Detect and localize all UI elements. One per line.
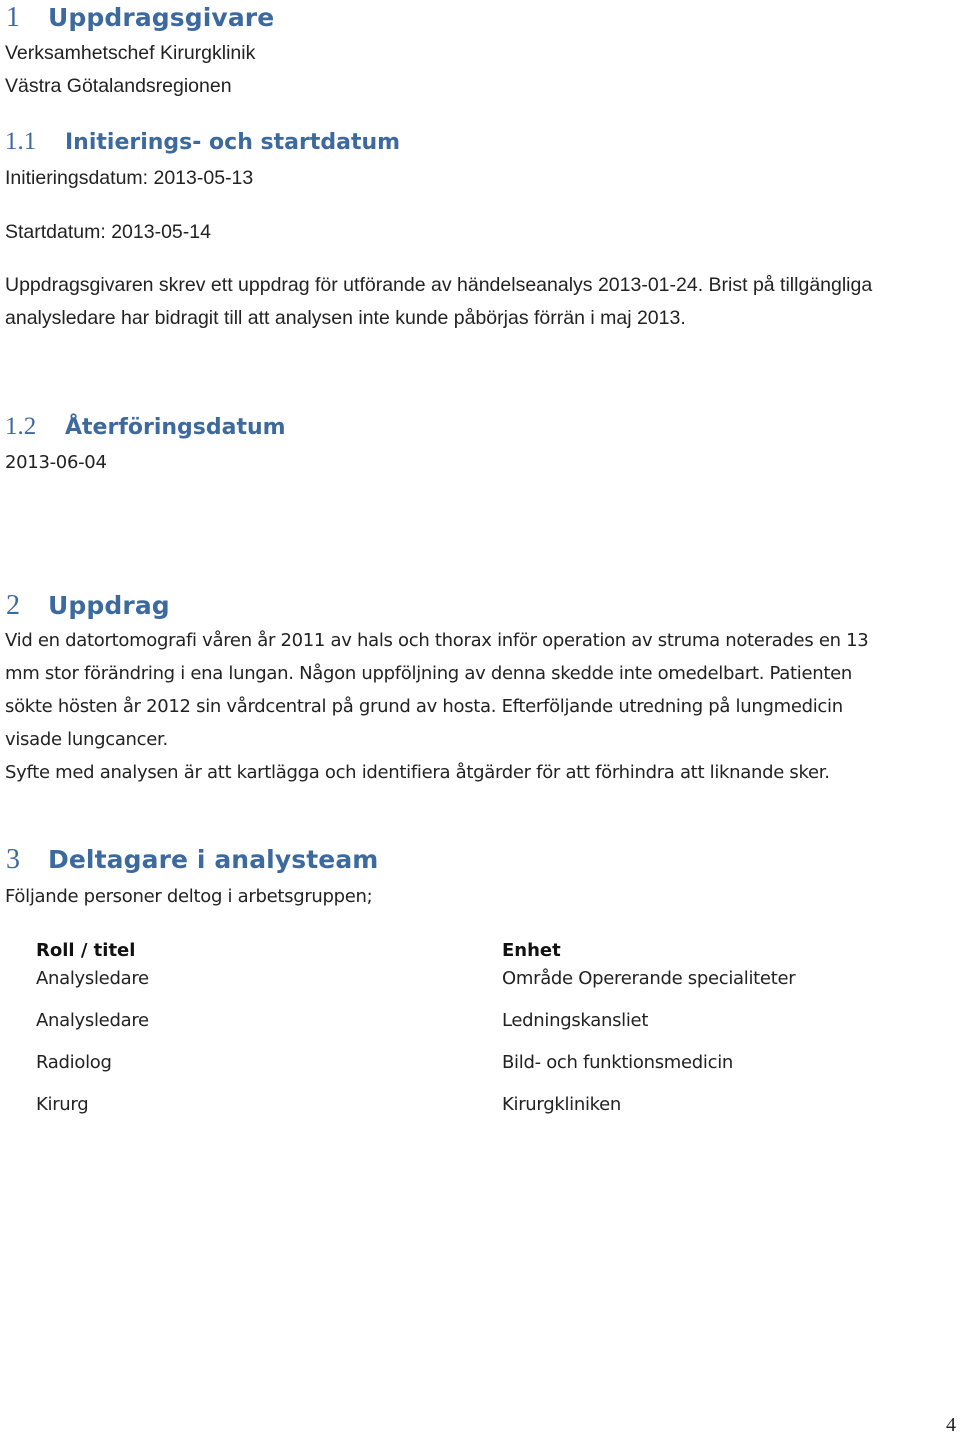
- section-title: Deltagare i analysteam: [48, 845, 379, 874]
- table-cell-role: Analysledare: [36, 1010, 149, 1031]
- feedback-date: 2013-06-04: [5, 452, 107, 473]
- paragraph-line: mm stor förändring i ena lungan. Någon uppföljning av denna skedde inte omedelbart. Patienten: [5, 663, 853, 684]
- table-cell-role: Radiolog: [36, 1052, 112, 1073]
- section-1-2-heading: [5, 413, 286, 441]
- section-3-heading: [6, 844, 378, 876]
- section-number: 1.1: [5, 128, 37, 155]
- client-line-1: Verksamhetschef Kirurgklinik: [5, 42, 256, 64]
- section-number: 1: [6, 2, 21, 33]
- team-intro: Följande personer deltog i arbetsgruppen;: [5, 886, 373, 907]
- table-cell-unit: Ledningskansliet: [502, 1010, 649, 1031]
- section-1-heading: [6, 2, 274, 34]
- section-number: 1.2: [5, 413, 37, 440]
- table-header-unit: Enhet: [502, 940, 561, 961]
- section-title: Uppdragsgivare: [48, 3, 275, 32]
- paragraph-line: Syfte med analysen är att kartlägga och identifiera åtgärder för att förhindra att liknande sker.: [5, 762, 830, 783]
- table-cell-role: Analysledare: [36, 968, 149, 989]
- start-date: Startdatum: 2013-05-14: [5, 221, 211, 243]
- section-title: Initierings- och startdatum: [65, 130, 401, 155]
- page-number: 4: [946, 1414, 956, 1436]
- section-2-heading: [6, 590, 170, 622]
- paragraph-line: Uppdragsgivaren skrev ett uppdrag för utförande av händelseanalys 2013-01-24. Brist på tillgängliga: [5, 274, 873, 296]
- table-cell-unit: Område Opererande specialiteter: [502, 968, 796, 989]
- paragraph-line: Vid en datortomografi våren år 2011 av hals och thorax inför operation av struma noterades en 13: [5, 630, 869, 651]
- section-title: Uppdrag: [48, 591, 170, 620]
- client-line-2: Västra Götalandsregionen: [5, 75, 232, 97]
- section-number: 3: [6, 844, 21, 875]
- table-cell-unit: Bild- och funktionsmedicin: [502, 1052, 734, 1073]
- paragraph-line: analysledare har bidragit till att analysen inte kunde påbörjas förrän i maj 2013.: [5, 307, 686, 329]
- table-cell-role: Kirurg: [36, 1094, 89, 1115]
- section-1-1-heading: [5, 128, 400, 156]
- section-number: 2: [6, 590, 21, 621]
- paragraph-line: visade lungcancer.: [5, 729, 168, 750]
- table-header-role: Roll / titel: [36, 940, 136, 961]
- initiation-date: Initieringsdatum: 2013-05-13: [5, 167, 254, 189]
- paragraph-line: sökte hösten år 2012 sin vårdcentral på grund av hosta. Efterföljande utredning på lungmedicin: [5, 696, 843, 717]
- section-title: Återföringsdatum: [65, 415, 286, 440]
- table-cell-unit: Kirurgkliniken: [502, 1094, 622, 1115]
